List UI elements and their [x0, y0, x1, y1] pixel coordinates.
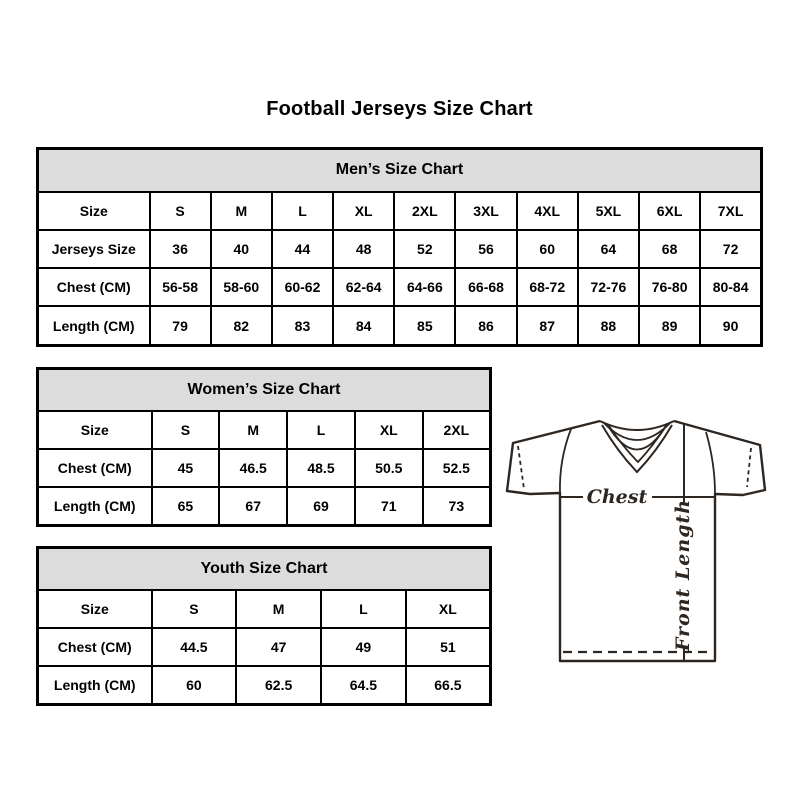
size-value-cell: M: [211, 192, 272, 230]
table-header-row: [38, 369, 491, 412]
row-label: Length (CM): [38, 487, 152, 526]
size-value-cell: 84: [333, 306, 394, 345]
jersey-illustration: [503, 408, 769, 666]
row-label: Chest (CM): [38, 268, 150, 306]
size-value-cell: 4XL: [517, 192, 578, 230]
size-value-cell: 5XL: [578, 192, 639, 230]
size-value-cell: 64-66: [394, 268, 455, 306]
size-value-cell: 60: [152, 666, 237, 705]
chest-measure-label: Chest: [586, 486, 648, 508]
table-row: [38, 192, 762, 230]
size-value-cell: 58-60: [211, 268, 272, 306]
size-value-cell: 3XL: [455, 192, 516, 230]
size-value-cell: 90: [700, 306, 761, 345]
size-value-cell: 62-64: [333, 268, 394, 306]
size-value-cell: 72-76: [578, 268, 639, 306]
youth-table-title: Youth Size Chart: [38, 548, 491, 591]
size-value-cell: M: [236, 590, 321, 628]
table-header-row: [38, 548, 491, 591]
table-row: [38, 487, 491, 526]
women-table-title: Women’s Size Chart: [38, 369, 491, 412]
size-value-cell: 62.5: [236, 666, 321, 705]
size-value-cell: 60: [517, 230, 578, 268]
size-value-cell: 46.5: [219, 449, 287, 487]
size-value-cell: 68-72: [517, 268, 578, 306]
size-value-cell: 44.5: [152, 628, 237, 666]
row-label: Size: [38, 590, 152, 628]
size-value-cell: 68: [639, 230, 700, 268]
size-value-cell: S: [152, 411, 220, 449]
size-value-cell: L: [272, 192, 333, 230]
front-length-measure-label: Front Length: [672, 498, 694, 652]
size-value-cell: 40: [211, 230, 272, 268]
right-cuff-stitch-line: [747, 448, 751, 487]
size-value-cell: 69: [287, 487, 355, 526]
size-value-cell: 44: [272, 230, 333, 268]
size-value-cell: 82: [211, 306, 272, 345]
row-label: Length (CM): [38, 306, 150, 345]
size-value-cell: L: [321, 590, 406, 628]
vneck-inner-line: [609, 426, 666, 462]
size-value-cell: 86: [455, 306, 516, 345]
page-title: Football Jerseys Size Chart: [266, 98, 533, 120]
table-row: [38, 590, 491, 628]
left-cuff-stitch-line: [518, 446, 524, 489]
right-sleeve-seam: [706, 432, 715, 494]
size-value-cell: 65: [152, 487, 220, 526]
size-value-cell: 72: [700, 230, 761, 268]
size-value-cell: 7XL: [700, 192, 761, 230]
womens-size-table: [36, 367, 492, 527]
size-value-cell: 83: [272, 306, 333, 345]
size-value-cell: 56: [455, 230, 516, 268]
size-value-cell: 67: [219, 487, 287, 526]
size-value-cell: 49: [321, 628, 406, 666]
table-row: [38, 306, 762, 345]
size-value-cell: XL: [355, 411, 423, 449]
row-label: Chest (CM): [38, 449, 152, 487]
size-value-cell: 89: [639, 306, 700, 345]
size-value-cell: 73: [423, 487, 491, 526]
size-value-cell: 66.5: [406, 666, 491, 705]
size-value-cell: 80-84: [700, 268, 761, 306]
size-value-cell: 48.5: [287, 449, 355, 487]
size-value-cell: 48: [333, 230, 394, 268]
size-value-cell: 85: [394, 306, 455, 345]
size-value-cell: 2XL: [423, 411, 491, 449]
row-label: Length (CM): [38, 666, 152, 705]
youth-table: [36, 546, 492, 706]
row-label: Size: [38, 411, 152, 449]
left-sleeve-seam: [560, 429, 571, 493]
size-value-cell: 88: [578, 306, 639, 345]
table-row: [38, 411, 491, 449]
size-value-cell: 79: [150, 306, 211, 345]
table-row: [38, 230, 762, 268]
size-value-cell: 66-68: [455, 268, 516, 306]
size-value-cell: 87: [517, 306, 578, 345]
size-value-cell: 76-80: [639, 268, 700, 306]
women-table: [36, 367, 492, 527]
size-value-cell: 71: [355, 487, 423, 526]
size-value-cell: 50.5: [355, 449, 423, 487]
size-value-cell: 45: [152, 449, 220, 487]
size-value-cell: XL: [406, 590, 491, 628]
size-value-cell: L: [287, 411, 355, 449]
men-table-title: Men’s Size Chart: [38, 149, 762, 192]
size-value-cell: 64.5: [321, 666, 406, 705]
row-label: Chest (CM): [38, 628, 152, 666]
size-value-cell: 6XL: [639, 192, 700, 230]
jersey-outline: [507, 421, 765, 661]
size-value-cell: 36: [150, 230, 211, 268]
table-row: [38, 268, 762, 306]
size-value-cell: 52.5: [423, 449, 491, 487]
size-value-cell: 47: [236, 628, 321, 666]
size-value-cell: S: [152, 590, 237, 628]
jersey-measurement-diagram: [503, 408, 769, 666]
mens-size-table: [36, 147, 763, 347]
table-row: [38, 449, 491, 487]
size-value-cell: XL: [333, 192, 394, 230]
size-value-cell: 2XL: [394, 192, 455, 230]
table-row: [38, 628, 491, 666]
men-table: [36, 147, 763, 347]
size-value-cell: 51: [406, 628, 491, 666]
row-label: Jerseys Size: [38, 230, 150, 268]
table-header-row: [38, 149, 762, 192]
size-value-cell: 60-62: [272, 268, 333, 306]
youth-size-table: [36, 546, 492, 706]
size-value-cell: 64: [578, 230, 639, 268]
size-value-cell: 52: [394, 230, 455, 268]
row-label: Size: [38, 192, 150, 230]
size-value-cell: M: [219, 411, 287, 449]
size-value-cell: 56-58: [150, 268, 211, 306]
table-row: [38, 666, 491, 705]
size-value-cell: S: [150, 192, 211, 230]
